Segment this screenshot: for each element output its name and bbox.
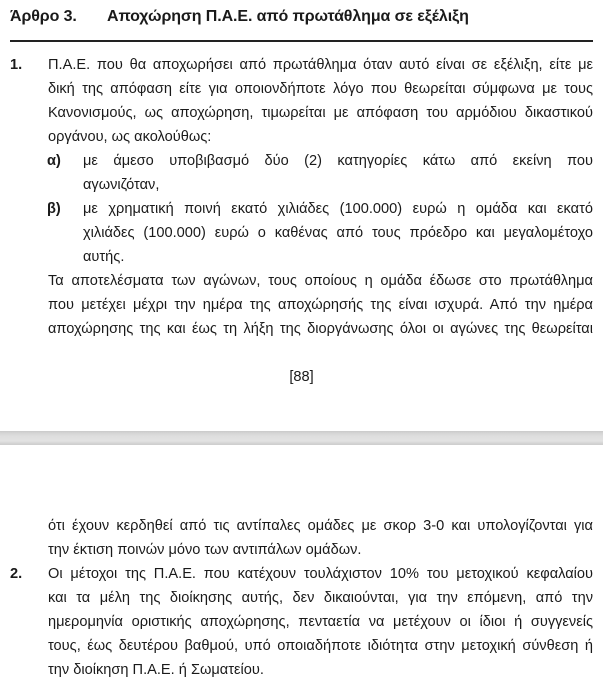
page-number: [88] bbox=[289, 369, 314, 385]
item-2-line: την διοίκηση Π.Α.Ε. ή Σωματείου. bbox=[48, 662, 264, 678]
article-number: Άρθρο 3. bbox=[10, 8, 77, 25]
continuation-line: την έκτιση ποινών μόνο των αντιπάλων ομάδων. bbox=[48, 542, 362, 558]
item-1-line: οργάνου, ως ακολούθως: bbox=[48, 129, 212, 145]
article-title: Αποχώρηση Π.Α.Ε. από πρωτάθλημα σε εξέλιξη bbox=[107, 8, 469, 25]
subitem-b-label: β) bbox=[47, 201, 61, 217]
item-2-line: τους, έως δευτέρου βαθμού, υπό οποιαδήποτε ιδιότητα στην μετοχική σύνθεση ή bbox=[48, 638, 593, 654]
item-1-line: Π.Α.Ε. που θα αποχωρήσει από πρωτάθλημα όταν αυτό είναι σε εξέλιξη, είτε με bbox=[48, 57, 593, 73]
item-1-line: δική της απόφαση είτε για οποιονδήποτε λόγο που θεωρείται σύμφωνα με τους bbox=[48, 81, 593, 97]
subitem-b-line: χιλιάδες (100.000) ευρώ ο καθένας από τους πρόεδρο και μεγαλομέτοχο bbox=[83, 225, 593, 241]
document-page-89 bbox=[0, 445, 603, 698]
item-1-continuation-line: που μετέχει μέχρι την ημέρα της αποχώρησής της είναι ισχυρά. Από την ημέρα bbox=[48, 297, 593, 313]
item-2-line: Οι μέτοχοι της Π.Α.Ε. που κατέχουν τουλάχιστον 10% του μετοχικού κεφαλαίου bbox=[48, 566, 593, 582]
heading-rule bbox=[10, 40, 593, 42]
page-break-separator bbox=[0, 431, 603, 445]
subitem-a-label: α) bbox=[47, 153, 61, 169]
item-2-line: ημερομηνία οριστικής αποχώρησης, πενταετία να μετέχουν οι ίδιοι ή συγγενείς bbox=[48, 614, 593, 630]
item-2-line: και τα μέλη της διοίκησης αυτής, δεν δικαιούνται, για την επόμενη, από την bbox=[48, 590, 593, 606]
item-1-line: Κανονισμούς, ως αποχώρηση, τιμωρείται με απόφαση του αρμόδιου δικαστικού bbox=[48, 105, 593, 121]
item-1-continuation-line: αποχώρησης της και έως τη λήξη της διοργάνωσης όλοι οι αγώνες της θεωρείται bbox=[48, 321, 593, 337]
subitem-a-line: με άμεσο υποβιβασμό δύο (2) κατηγορίες κάτω από εκείνη που bbox=[83, 153, 593, 169]
item-1-continuation-line: Τα αποτελέσματα των αγώνων, τους οποίους η ομάδα έδωσε στο πρωτάθλημα bbox=[48, 273, 593, 289]
subitem-a-line: αγωνιζόταν, bbox=[83, 177, 160, 193]
subitem-b-line: αυτής. bbox=[83, 249, 125, 265]
subitem-b-line: με χρηματική ποινή εκατό χιλιάδες (100.000) ευρώ η ομάδα και εκατό bbox=[83, 201, 593, 217]
item-2-label: 2. bbox=[10, 566, 23, 582]
article-heading bbox=[10, 8, 469, 26]
continuation-line: ότι έχουν κερδηθεί από τις αντίπαλες ομάδες με σκορ 3-0 και υπολογίζονται για bbox=[48, 518, 593, 534]
item-1-label: 1. bbox=[10, 57, 23, 73]
